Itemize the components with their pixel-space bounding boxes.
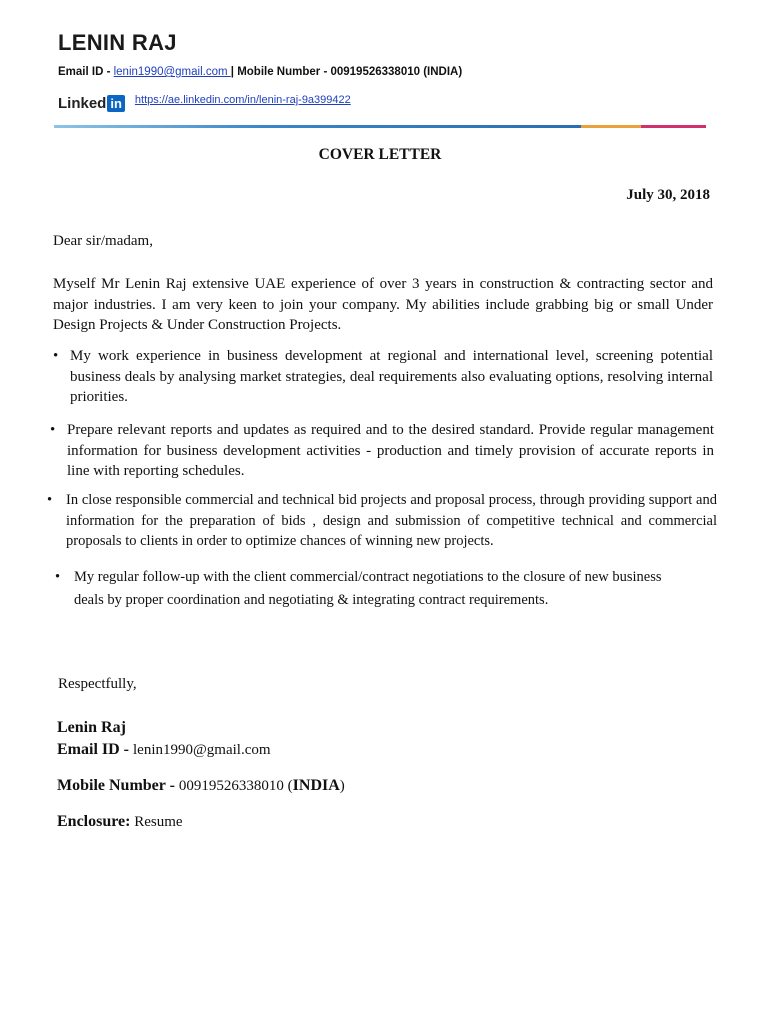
bullet-text: My work experience in business development at regional and international level, screening potential business deals by analysing market strategies, deal requirements also evaluating options, resolving internal priorities. [70, 348, 713, 405]
salutation: Dear sir/madam, [53, 233, 153, 249]
bullet-text: In close responsible commercial and technical bid projects and proposal process, through providing support and information for the preparation of bids , design and submission of competitive technical and commercial proposals to clients in order to optimize chances of winning new projects. [66, 492, 717, 549]
header-divider [54, 125, 706, 128]
email-link[interactable]: lenin1990@gmail.com [113, 66, 231, 78]
bullet-item [50, 420, 714, 482]
contact-separator: | [230, 66, 234, 78]
signature-email-value: lenin1990@gmail.com [133, 742, 271, 758]
applicant-name: LENIN RAJ [58, 30, 177, 55]
enclosure-label: Enclosure: [57, 813, 131, 830]
bullet-icon: • [47, 492, 53, 508]
email-label: Email ID - [58, 66, 114, 78]
signature-country: INDIA [292, 777, 340, 794]
signature-email [57, 741, 271, 759]
signature-email-label: Email ID - [57, 741, 133, 758]
bullet-icon: • [50, 422, 56, 438]
letter-date: July 30, 2018 [626, 187, 710, 203]
enclosure-value: Resume [130, 814, 183, 830]
contact-line [58, 66, 462, 78]
bullet-item [47, 490, 717, 552]
intro-paragraph: Myself Mr Lenin Raj extensive UAE experience of over 3 years in construction & contracting sector and major industries. I am very keen to join your company. My abilities include grabbing big or small Under Design Projects & Under Construction Projects. [53, 276, 713, 333]
closing: Respectfully, [58, 676, 137, 692]
bullet-icon: • [53, 348, 59, 364]
signature-name: Lenin Raj [57, 719, 126, 736]
bullet-item [53, 346, 713, 408]
linkedin-logo-box: in [107, 95, 125, 112]
linkedin-profile-link[interactable]: https://ae.linkedin.com/in/lenin-raj-9a399422 [134, 94, 351, 106]
linkedin-logo-text: Linked [58, 94, 107, 112]
linkedin-logo-icon [58, 95, 125, 112]
signature-mobile-close: ) [339, 778, 345, 794]
signature-mobile [57, 777, 345, 795]
bullet-text: Prepare relevant reports and updates as required and to the desired standard. Provide regular management information for business development activities - production and timely provision of accurate reports in line with reporting schedules. [67, 422, 714, 479]
divider-segment-blue [54, 125, 581, 128]
mobile-label: Mobile Number - 00919526338010 (INDIA) [237, 66, 463, 78]
bullet-text: My regular follow-up with the client commercial/contract negotiations to the closure of new business deals by proper coordination and negotiating & integrating contract requirements. [74, 569, 662, 608]
signature-mobile-label: Mobile Number - [57, 777, 179, 794]
divider-segment-orange [581, 125, 641, 128]
divider-segment-pink [641, 125, 706, 128]
bullet-icon: • [55, 569, 61, 585]
bullet-item [55, 566, 675, 612]
document-title: COVER LETTER [318, 146, 442, 163]
signature-enclosure [57, 813, 183, 831]
signature-mobile-value: 00919526338010 ( [178, 778, 293, 794]
linkedin-row [58, 92, 351, 114]
